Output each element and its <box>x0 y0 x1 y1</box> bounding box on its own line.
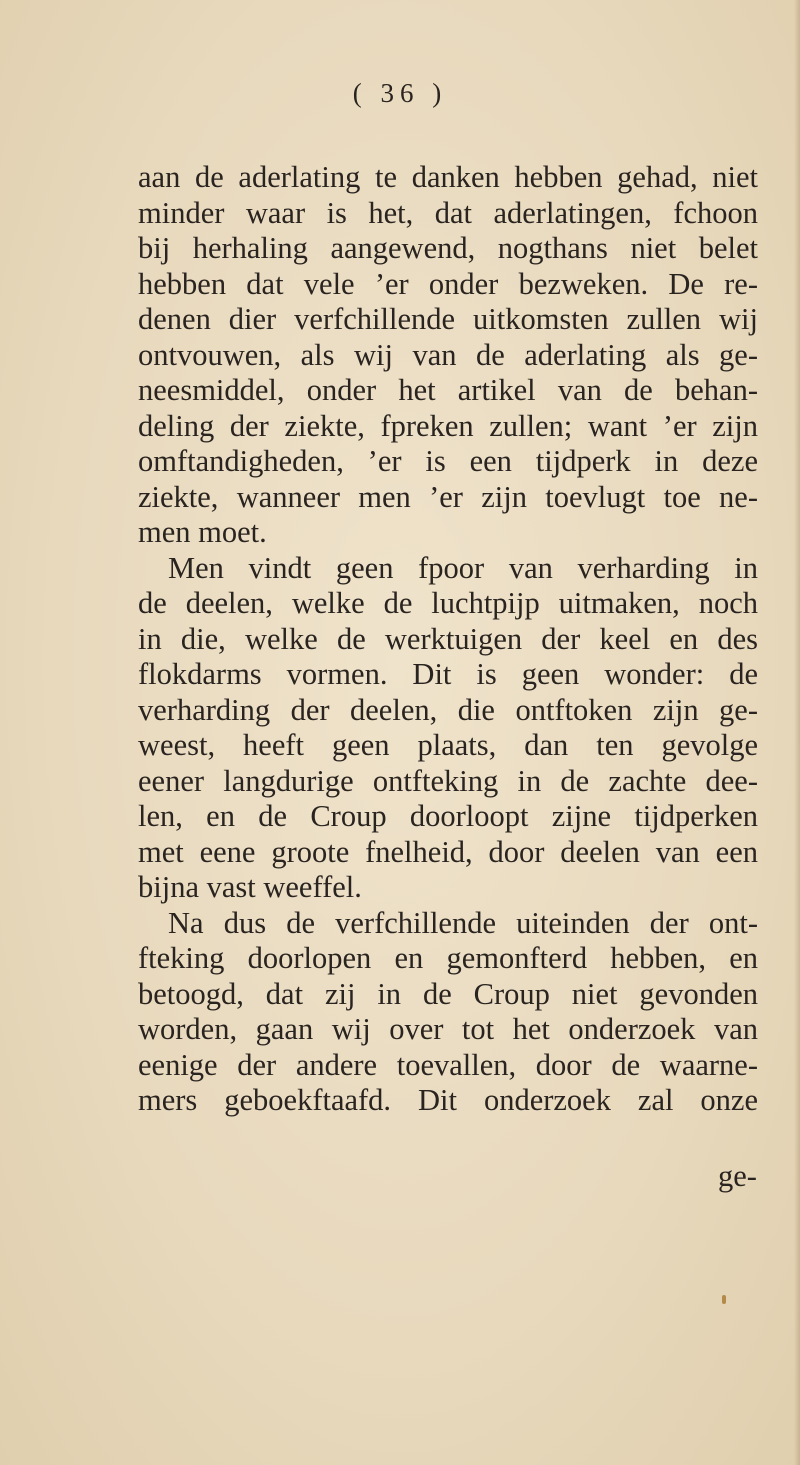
text-line-paragraph-end: men moet. <box>138 515 267 549</box>
text-line-paragraph-start: Na dus de verfchillende uiteinden der ont- <box>168 905 758 940</box>
paper-speck <box>722 1295 726 1304</box>
text-line: ontvouwen, als wij van de aderlating als ge- <box>138 337 758 372</box>
text-line: deling der ziekte, fpreken zullen; want ’er zijn <box>138 408 758 443</box>
page-number: ( 36 ) <box>352 78 448 108</box>
text-line-paragraph-end: bijna vast weeffel. <box>138 870 362 904</box>
text-line: ziekte, wanneer men ’er zijn toevlugt toe ne- <box>138 479 758 514</box>
body-text <box>138 160 758 1119</box>
text-line: worden, gaan wij over tot het onderzoek van <box>138 1012 758 1046</box>
text-line: aan de aderlating te danken hebben gehad, niet <box>138 160 758 194</box>
text-line: betoogd, dat zij in de Croup niet gevonden <box>138 976 758 1011</box>
text-line: len, en de Croup doorloopt zijne tijdperken <box>138 799 758 833</box>
text-line: de deelen, welke de luchtpijp uitmaken, noch <box>138 586 758 620</box>
text-line: bij herhaling aangewend, nogthans niet belet <box>138 231 758 265</box>
text-line: in die, welke de werktuigen der keel en des <box>138 621 758 656</box>
text-line: met eene groote fnelheid, door deelen van een <box>138 834 758 869</box>
text-line: eener langdurige ontfteking in de zachte dee- <box>138 763 758 798</box>
text-line-paragraph-start: Men vindt geen fpoor van verharding in <box>168 550 758 585</box>
text-line: hebben dat vele ’er onder bezweken. De re- <box>138 266 758 301</box>
text-line: fteking doorlopen en gemonfterd hebben, en <box>138 941 758 975</box>
text-line: neesmiddel, onder het artikel van de behan- <box>138 373 758 407</box>
text-line: eenige der andere toevallen, door de waarne- <box>138 1047 758 1082</box>
text-line: flokdarms vormen. Dit is geen wonder: de <box>138 657 758 691</box>
text-line: denen dier verfchillende uitkomsten zullen wij <box>138 302 758 336</box>
text-line: verharding der deelen, die ontftoken zijn ge- <box>138 692 758 727</box>
catchword: ge- <box>718 1159 757 1193</box>
text-line: minder waar is het, dat aderlatingen, fchoon <box>138 195 758 230</box>
text-line: omftandigheden, ’er is een tijdperk in deze <box>138 444 758 478</box>
text-line: mers geboekftaafd. Dit onderzoek zal onze <box>138 1083 758 1117</box>
text-line: weest, heeft geen plaats, dan ten gevolge <box>138 728 758 762</box>
page-edge-shadow <box>794 0 800 1465</box>
